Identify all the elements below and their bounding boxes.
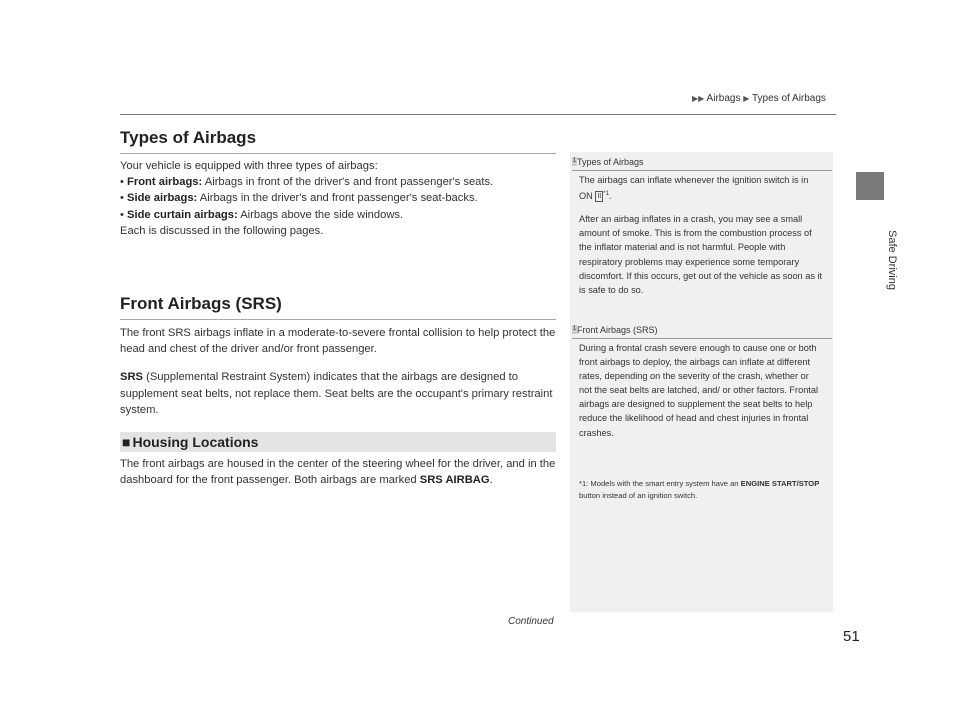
page-number: 51	[843, 628, 860, 645]
types-section	[120, 128, 556, 239]
outro-text: Each is discussed in the following pages.	[120, 224, 324, 237]
intro-text: Your vehicle is equipped with three types of airbags:	[120, 160, 378, 172]
note-rule	[572, 338, 832, 339]
srs-desc: (Supplemental Restraint System) indicates that the airbags are designed to supplement seat belts, not replace them. Seat belts are the occupant's primary restraint system.	[120, 371, 553, 416]
list-term: Front airbags:	[127, 176, 203, 189]
front-body	[120, 325, 556, 418]
note-text: After an airbag inflates in a crash, you may see a small amount of smoke. This is from the combustion process of the inflator material and is not harmful. People with respiratory problems may experience some temporary discomfort. If this occurs, get out of the vehicle as soon as it is safe to do so.	[579, 214, 823, 295]
breadcrumb-arrow-icon: ▶▶	[692, 94, 705, 103]
square-icon: ■	[122, 434, 131, 450]
footnote-ref: *1	[603, 191, 609, 198]
period: .	[489, 474, 493, 487]
housing-body	[120, 456, 556, 488]
note-title	[572, 157, 644, 167]
list-desc: Airbags in front of the driver's and front passenger's seats.	[202, 176, 494, 189]
breadcrumb-item[interactable]: Types of Airbags	[752, 93, 826, 104]
note-marker-icon: 1	[572, 158, 577, 164]
footnote-bold: ENGINE START/STOP	[740, 479, 820, 488]
chapter-tab	[856, 172, 884, 200]
section-title: Front Airbags (SRS)	[120, 294, 282, 313]
breadcrumb-arrow-icon: ▶	[743, 94, 750, 103]
paragraph	[120, 369, 556, 418]
subsection-bar	[120, 432, 556, 452]
list-item: • Front airbags: Airbags in front of the driver's and front passenger's seats.	[120, 176, 494, 189]
note-text: The airbags can inflate whenever the ignition switch is in ON	[579, 175, 809, 202]
footnote-text: button instead of an ignition switch.	[579, 491, 698, 500]
marking-text: SRS AIRBAG	[419, 474, 490, 487]
list-desc: Airbags above the side windows.	[237, 208, 404, 221]
breadcrumb-item[interactable]: Airbags	[706, 93, 741, 104]
front-section	[120, 294, 556, 418]
list-term: Side curtain airbags:	[127, 208, 238, 221]
note-marker-icon: 1	[572, 326, 577, 332]
chapter-label: Safe Driving	[885, 230, 898, 290]
note-title-text: Front Airbags (SRS)	[577, 325, 658, 335]
header-divider	[120, 114, 836, 115]
paragraph: The front airbags are housed in the center of the steering wheel for the driver, and in the dashboard for the front passenger. Both airbags are marked	[120, 458, 556, 487]
subsection-title: Housing Locations	[132, 434, 259, 450]
note-body	[579, 173, 824, 297]
list-desc: Airbags in the driver's and front passenger's seat-backs.	[197, 192, 478, 205]
list-item: • Side curtain airbags: Airbags above the side windows.	[120, 208, 404, 221]
note-title-text: Types of Airbags	[577, 157, 644, 167]
types-body	[120, 158, 556, 239]
section-rule	[120, 319, 556, 320]
list-item: • Side airbags: Airbags in the driver's and front passenger's seat-backs.	[120, 192, 478, 205]
ignition-switch-icon: II	[597, 193, 602, 201]
srs-term: SRS	[120, 371, 144, 384]
footnote	[579, 478, 824, 502]
section-rule	[120, 153, 556, 154]
paragraph: The front SRS airbags inflate in a moderate-to-severe frontal collision to help protect the head and chest of the driver and/or front passenger.	[120, 327, 556, 356]
section-title: Types of Airbags	[120, 128, 257, 147]
note-text: .	[608, 191, 612, 202]
list-term: Side airbags:	[127, 192, 198, 205]
breadcrumb	[692, 93, 826, 104]
note-rule	[572, 170, 832, 171]
continued-label: Continued	[508, 616, 554, 627]
note-body: During a frontal crash severe enough to cause one or both front airbags to deploy, the airbags can inflate at different rates, depending on the severity of the crash, whether or not the seat belts are latched, and/ or other factors. Frontal airbags are designed to supplement the seat belts to help reduce the likelihood of head and chest injuries in frontal crashes.	[579, 343, 819, 438]
note-title	[572, 325, 658, 335]
footnote-text: *1: Models with the smart entry system have an	[579, 479, 741, 488]
